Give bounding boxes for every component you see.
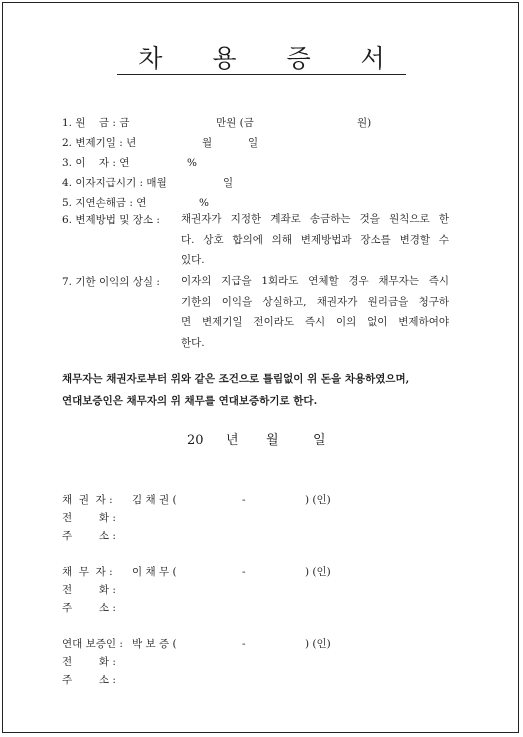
creditor-label: 채 권 자 :: [62, 494, 113, 506]
guarantor-label: 연대 보증인 :: [62, 638, 123, 650]
debtor-phone-label: 전 화 :: [62, 584, 116, 596]
creditor-seal: ) (인): [305, 494, 331, 506]
debtor-name: 이 채 무 (: [132, 566, 177, 578]
statement-line-2: 연대보증인은 채무자의 위 채무를 연대보증하기로 한다.: [62, 395, 318, 407]
creditor-phone-label: 전 화 :: [62, 512, 116, 524]
item-interest-label: 3. 이 자 : 연: [62, 157, 130, 169]
item-repayment-method-text: [181, 209, 449, 271]
document-page: [2, 2, 519, 733]
guarantor-address-label: 주 소 :: [62, 674, 116, 686]
guarantor-seal: ) (인): [305, 638, 331, 650]
text-line: 기한의 이익을 상실하고, 채권자가 원리금을 청구하: [181, 295, 449, 308]
document-title: 차 용 증 서: [0, 44, 523, 75]
guarantor-name: 박 보 증 (: [132, 638, 177, 650]
debtor-address-label: 주 소 :: [62, 602, 116, 614]
date-month-unit: 월: [266, 433, 279, 448]
item-principal-label: 1. 원 금 : 금: [62, 117, 130, 129]
text-line: 이자의 지급을 1회라도 연체할 경우 채무자는 즉시: [181, 275, 449, 287]
guarantor-phone-label: 전 화 :: [62, 656, 116, 668]
date-year-unit: 년: [226, 433, 239, 448]
date-day-unit: 일: [313, 433, 326, 448]
creditor-address-label: 주 소 :: [62, 530, 116, 542]
date-year: 20: [187, 433, 204, 448]
item-acceleration-label: 7. 기한 이익의 상실 :: [62, 276, 160, 288]
item-due-date-month: 월: [202, 137, 213, 149]
item-due-date-day: 일: [248, 137, 259, 149]
item-repayment-method-label: 6. 변제방법 및 장소 :: [62, 214, 160, 226]
text-line: 면 변제기일 전이라도 즉시 이의 없이 변제하여야: [181, 316, 449, 328]
creditor-id-dash: -: [242, 494, 246, 506]
debtor-seal: ) (인): [305, 566, 331, 578]
item-due-date-label: 2. 변제기일 : 년: [62, 137, 137, 149]
item-principal-unit: 만원 (금: [216, 117, 254, 129]
text-line: 있다.: [181, 254, 205, 266]
text-line: 다. 상호 합의에 의해 변제방법과 장소를 변경할 수: [181, 233, 449, 246]
text-line: 채권자가 지정한 계좌로 송금하는 것을 원칙으로 한: [181, 213, 449, 225]
item-late-fee-percent: %: [199, 197, 209, 209]
item-interest-payment-day: 일: [223, 177, 234, 189]
guarantor-id-dash: -: [242, 638, 246, 650]
debtor-id-dash: -: [242, 566, 246, 578]
item-acceleration-text: [181, 271, 449, 353]
item-principal-won: 원): [357, 117, 372, 129]
text-line: 한다.: [181, 336, 205, 349]
creditor-name: 김 채 권 (: [132, 494, 177, 506]
item-interest-percent: %: [187, 157, 197, 169]
debtor-label: 채 무 자 :: [62, 566, 113, 578]
item-late-fee-label: 5. 지연손해금 : 연: [62, 197, 147, 209]
statement-line-1: 채무자는 채권자로부터 위와 같은 조건으로 틀림없이 위 돈을 차용하였으며,: [62, 373, 410, 385]
item-interest-payment-label: 4. 이자지급시기 : 매월: [62, 177, 167, 189]
